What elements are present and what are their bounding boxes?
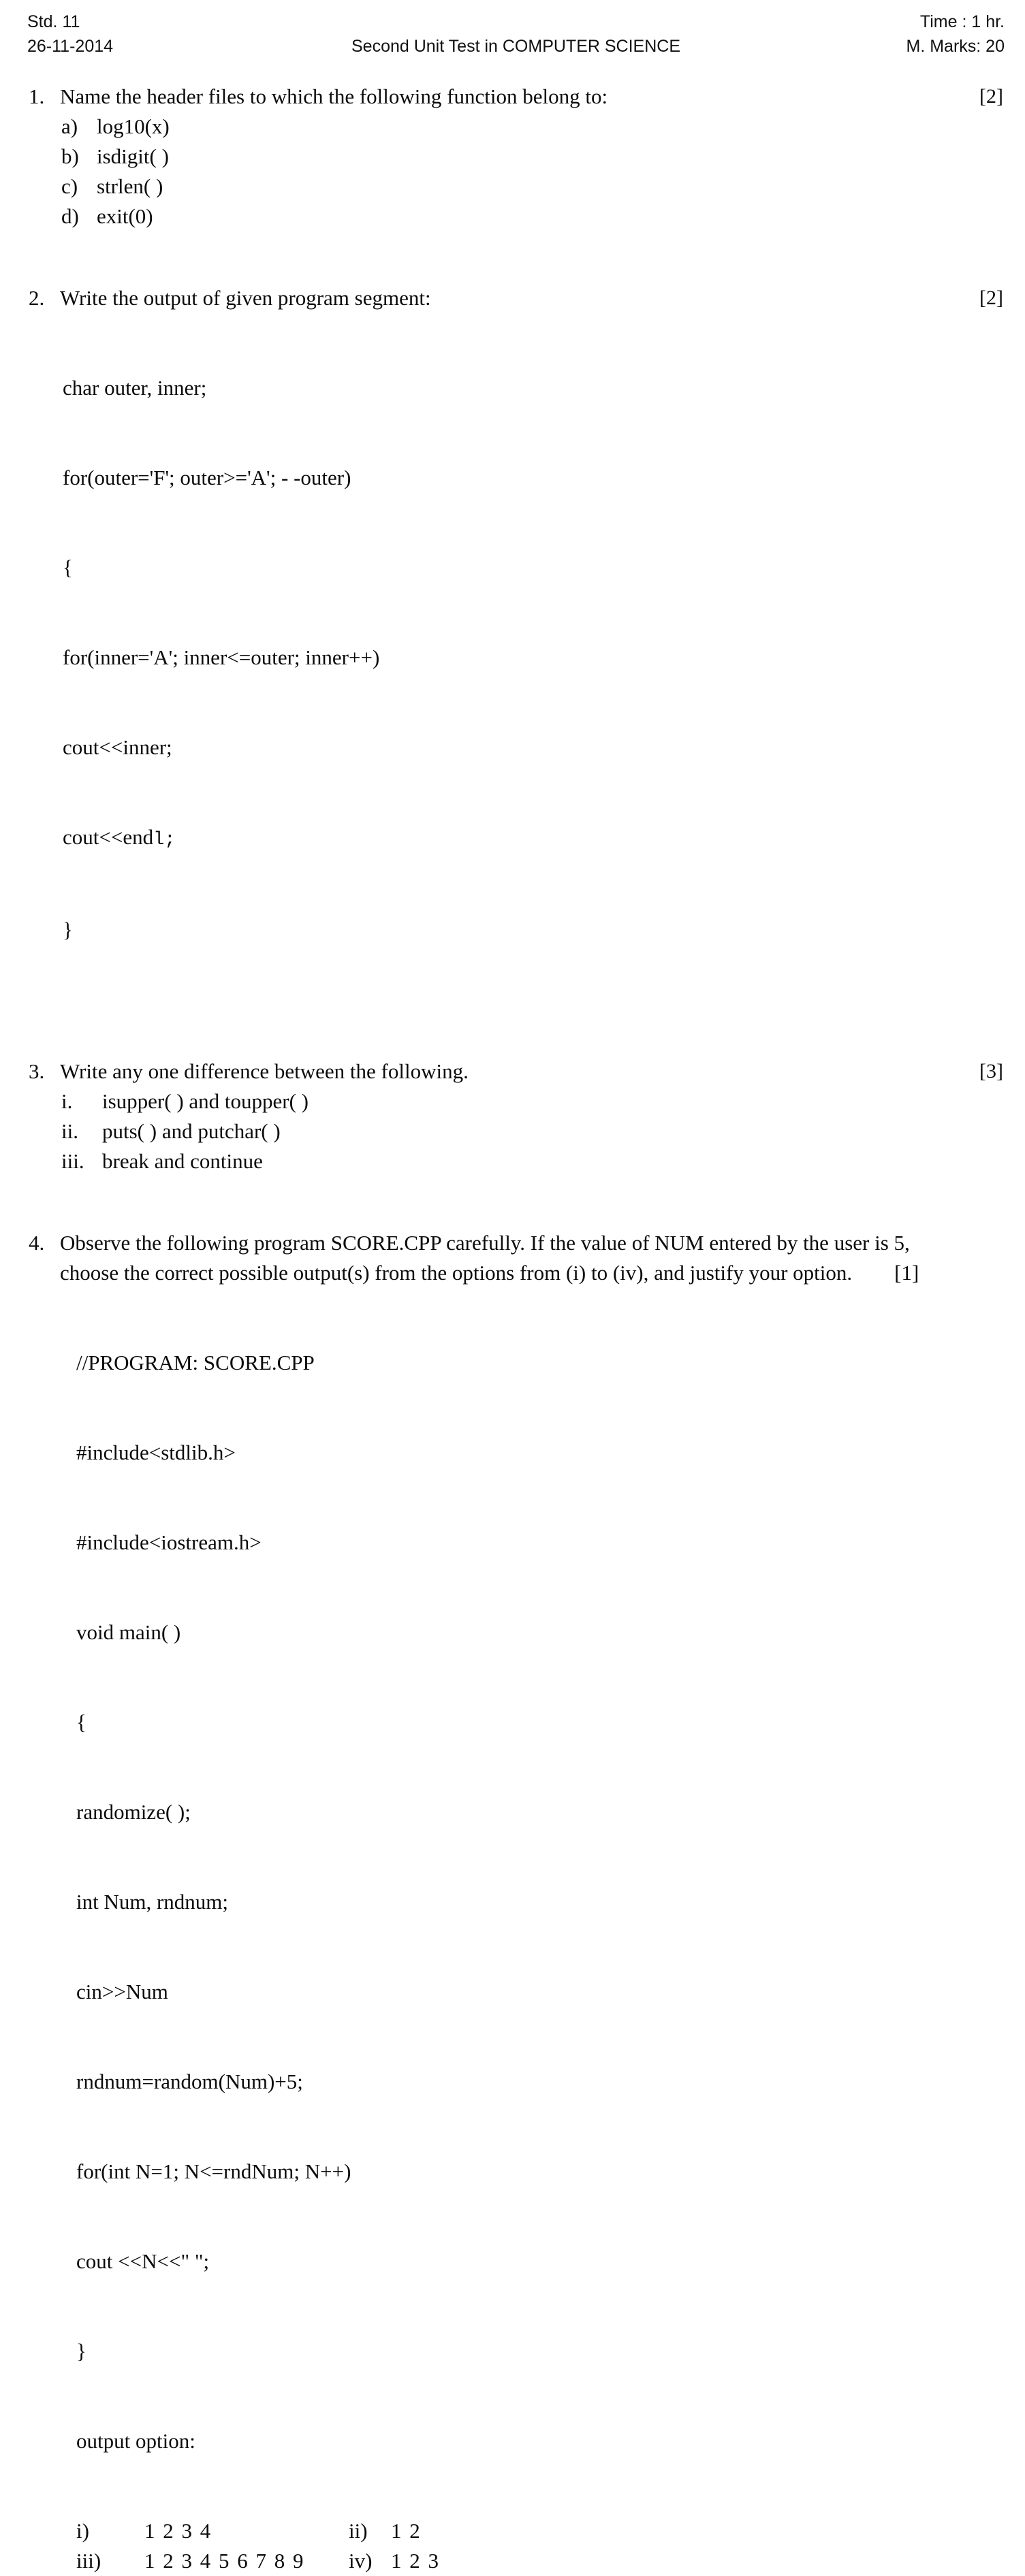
- sub-text: strlen( ): [97, 174, 163, 198]
- question-3-marks: [3]: [979, 1060, 1003, 1082]
- question-2-code: [0, 313, 1025, 1005]
- question-2-number: 2.: [29, 286, 45, 310]
- sub-text: puts( ) and putchar( ): [102, 1119, 281, 1143]
- questions-container: [0, 82, 1025, 2576]
- code-line: cout<<inner;: [63, 735, 172, 759]
- option-i: [76, 2516, 349, 2546]
- options-label: output option:: [76, 2429, 195, 2453]
- standard-label: Std. 11: [27, 12, 80, 31]
- option-iv: [349, 2546, 1025, 2576]
- code-line: {: [63, 556, 73, 579]
- code-line: cin>>Num: [76, 1980, 168, 2003]
- list-item: [0, 1116, 1025, 1146]
- list-item: [0, 142, 1025, 172]
- question-4-text-line2: choose the correct possible output(s) from the options from (i) to (iv), and justify your option.: [60, 1261, 853, 1285]
- max-marks-label: M. Marks: 20: [906, 37, 1005, 56]
- question-1-marks: [2]: [979, 85, 1003, 108]
- question-4: [0, 1228, 1025, 2576]
- header-row-bottom: [27, 34, 1005, 59]
- options-row: [76, 2546, 1025, 2576]
- list-item: [0, 1086, 1025, 1116]
- list-item: [0, 202, 1025, 231]
- option-value: 1 2 3: [391, 2549, 440, 2573]
- spacer: [0, 1005, 1025, 1057]
- code-line: //PROGRAM: SCORE.CPP: [76, 1351, 315, 1374]
- spacer: [0, 1176, 1025, 1228]
- code-line: {: [76, 1710, 86, 1734]
- page-header: [27, 10, 1005, 59]
- question-3: [0, 1057, 1025, 1176]
- option-iii: [76, 2546, 349, 2576]
- code-line: }: [63, 918, 73, 941]
- sub-marker: iii.: [61, 1149, 84, 1173]
- list-item: [0, 1146, 1025, 1176]
- sub-text: break and continue: [102, 1149, 263, 1173]
- sub-marker: c): [61, 174, 78, 198]
- code-line-endl: [63, 822, 1025, 855]
- code-line: rndnum=random(Num)+5;: [76, 2070, 303, 2093]
- sub-text: exit(0): [97, 204, 153, 228]
- sub-text: isdigit( ): [97, 144, 169, 168]
- code-line-endl-suffix: l;: [153, 830, 176, 850]
- sub-marker: a): [61, 114, 78, 138]
- question-4-heading: [0, 1228, 1025, 1288]
- code-line: for(outer='F'; outer>='A'; - -outer): [63, 466, 351, 489]
- option-value: 1 2: [391, 2519, 422, 2543]
- sub-text: isupper( ) and toupper( ): [102, 1089, 309, 1113]
- question-1-sublist: [0, 112, 1025, 231]
- sub-text: log10(x): [97, 114, 170, 138]
- question-4-text-line1: Observe the following program SCORE.CPP carefully. If the value of NUM entered by the user is 5,: [60, 1231, 910, 1255]
- list-item: [0, 112, 1025, 142]
- code-line: for(inner='A'; inner<=outer; inner++): [63, 645, 380, 669]
- code-line: #include<iostream.h>: [76, 1530, 262, 1554]
- option-marker: i): [76, 2519, 89, 2543]
- code-line: }: [76, 2339, 86, 2363]
- code-line: int Num, rndnum;: [76, 1890, 229, 1914]
- code-line-endl-prefix: cout<<end: [63, 825, 154, 849]
- question-2: [0, 283, 1025, 1005]
- sub-marker: i.: [61, 1089, 73, 1113]
- code-line: for(int N=1; N<=rndNum; N++): [76, 2159, 351, 2183]
- question-4-options: [0, 2516, 1025, 2576]
- question-2-heading: [0, 283, 1025, 313]
- question-4-text-line2-wrap: [60, 1258, 1011, 1288]
- question-3-text: Write any one difference between the following.: [60, 1059, 469, 1083]
- question-3-number: 3.: [29, 1059, 45, 1083]
- exam-title: Second Unit Test in COMPUTER SCIENCE: [351, 37, 681, 56]
- sub-marker: ii.: [61, 1119, 78, 1143]
- code-line: #include<stdlib.h>: [76, 1440, 236, 1464]
- code-line: void main( ): [76, 1620, 181, 1644]
- code-line: char outer, inner;: [63, 376, 207, 400]
- question-2-marks: [2]: [979, 287, 1003, 309]
- question-1-heading: [0, 82, 1025, 112]
- question-4-text: [60, 1228, 1025, 1288]
- option-ii: [349, 2516, 1025, 2546]
- time-label: Time : 1 hr.: [919, 12, 1005, 31]
- question-3-sublist: [0, 1086, 1025, 1176]
- code-line: randomize( );: [76, 1800, 191, 1824]
- question-3-heading: [0, 1057, 1025, 1086]
- spacer: [0, 231, 1025, 283]
- option-value: 1 2 3 4 5 6 7 8 9: [144, 2549, 305, 2573]
- option-marker: iii): [76, 2549, 101, 2573]
- option-marker: iv): [349, 2549, 373, 2573]
- question-4-marks: [1]: [894, 1261, 919, 1285]
- options-row: [76, 2516, 1025, 2546]
- header-row-top: [27, 10, 1005, 34]
- question-4-code: [0, 1288, 1025, 2516]
- question-4-number: 4.: [29, 1231, 45, 1255]
- date-label: 26-11-2014: [27, 37, 114, 56]
- question-2-text: Write the output of given program segment:: [60, 286, 431, 310]
- option-value: 1 2 3 4: [144, 2519, 212, 2543]
- code-line: cout <<N<<" ";: [76, 2249, 210, 2273]
- list-item: [0, 172, 1025, 202]
- option-marker: ii): [349, 2519, 368, 2543]
- sub-marker: d): [61, 204, 79, 228]
- question-1-text: Name the header files to which the following function belong to:: [60, 84, 608, 108]
- question-1: [0, 82, 1025, 231]
- sub-marker: b): [61, 144, 79, 168]
- question-1-number: 1.: [29, 84, 45, 108]
